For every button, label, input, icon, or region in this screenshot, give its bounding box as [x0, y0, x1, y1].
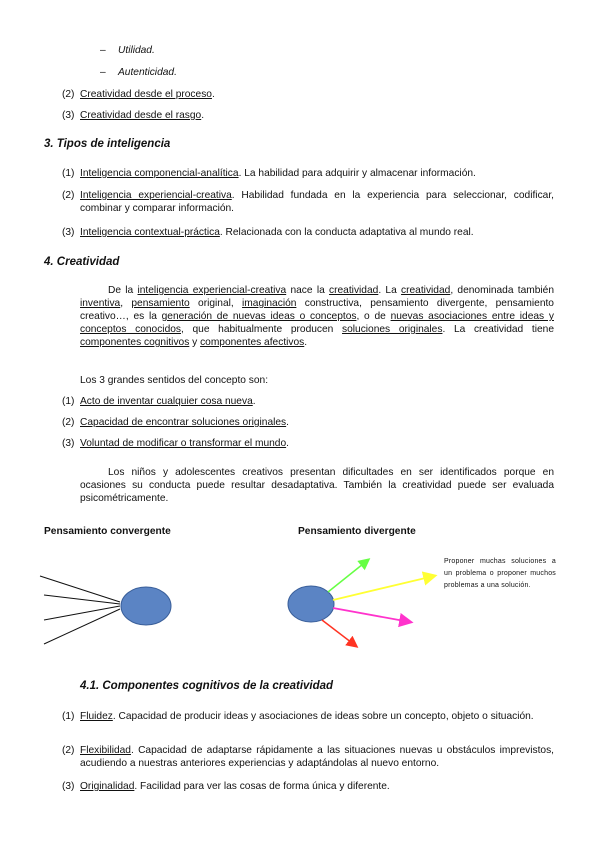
link-creatividad-proceso[interactable]: Creatividad desde el proceso	[80, 89, 212, 100]
paragraph-sentidos: Los 3 grandes sentidos del concepto son:	[80, 375, 269, 386]
list-item-experiencial: Inteligencia experiencial-creativa. Habilidad fundada en la experiencia para seleccionar, codificar, combinar y comparar información.	[80, 190, 554, 214]
convergent-line	[44, 595, 120, 604]
convergent-line	[44, 606, 120, 620]
link-componentes-afectivos[interactable]: componentes afectivos	[200, 337, 305, 348]
link-acto-inventar[interactable]: Acto de inventar cualquier cosa nueva	[80, 396, 253, 407]
list-item-fluidez: Fluidez. Capacidad de producir ideas y asociaciones de ideas sobre un concepto, objeto o situación.	[80, 711, 534, 722]
link-inventiva[interactable]: inventiva	[80, 298, 121, 309]
section-4-heading: 4. Creatividad	[44, 256, 120, 268]
link-inteligencia-experiencial[interactable]: inteligencia experiencial-creativa	[137, 285, 287, 296]
link-pensamiento[interactable]: pensamiento	[131, 298, 190, 309]
list-item-autenticidad: Autenticidad.	[118, 67, 177, 78]
list-item-flexibilidad: Flexibilidad. Capacidad de adaptarse rápidamente a las situaciones nuevas u obstáculos imprevistos, acudiendo a nuestras anteriores experiencias y adaptándolas al nuevo entorno.	[80, 745, 554, 769]
link-componencial[interactable]: Inteligencia componencial-analítica	[80, 168, 239, 179]
divergent-circle	[288, 586, 334, 622]
convergent-line	[44, 609, 120, 644]
paragraph-ninos: Los niños y adolescentes creativos presentan dificultades en ser identificados porque en ocasiones su conducta puede resultar desadaptativa. También la creatividad puede ser evaluada psicométricamente.	[80, 467, 554, 504]
list-number: (1)	[62, 711, 75, 722]
list-number: (2)	[62, 417, 75, 428]
dash-bullet: –	[100, 67, 106, 78]
list-item-capacidad: Capacidad de encontrar soluciones originales.	[80, 417, 289, 428]
link-nuevas-asociaciones[interactable]: nuevas asociaciones entre ideas y conceptos conocidos	[80, 311, 554, 335]
list-number: (2)	[62, 89, 75, 100]
section-3-heading: 3. Tipos de inteligencia	[44, 138, 171, 150]
link-experiencial[interactable]: Inteligencia experiencial-creativa	[80, 190, 232, 201]
divergent-arrow-yellow	[333, 576, 434, 600]
divergent-arrow-green	[328, 560, 368, 592]
convergent-circle	[121, 587, 171, 625]
link-creatividad[interactable]: creatividad	[329, 285, 379, 296]
convergent-title: Pensamiento convergente	[44, 526, 171, 537]
list-number: (3)	[62, 438, 75, 449]
dash-bullet: –	[100, 45, 106, 56]
list-item-acto: Acto de inventar cualquier cosa nueva.	[80, 396, 256, 407]
divergent-title: Pensamiento divergente	[298, 526, 416, 537]
link-originalidad[interactable]: Originalidad	[80, 781, 135, 792]
link-generacion-ideas[interactable]: generación de nuevas ideas o conceptos	[161, 311, 357, 322]
section-41-heading: 4.1. Componentes cognitivos de la creatividad	[80, 680, 334, 692]
link-creatividad-2[interactable]: creatividad	[401, 285, 451, 296]
paragraph-creatividad: De la inteligencia experiencial-creativa nace la creatividad. La creatividad, denominada también inventiva, pensamiento original, imaginación constructiva, pensamiento divergente, pensamiento creativo…, es la generación de nuevas ideas o conceptos, o de nuevas asociaciones entre ideas y conceptos conocidos, que habitualmente producen soluciones originales. La creatividad tiene componentes cognitivos y componentes afectivos.	[80, 285, 555, 348]
divergent-arrow-magenta	[333, 608, 410, 622]
list-number: (1)	[62, 168, 75, 179]
link-capacidad-soluciones[interactable]: Capacidad de encontrar soluciones originales	[80, 417, 287, 428]
list-item-voluntad: Voluntad de modificar o transformar el mundo.	[80, 438, 289, 449]
link-flexibilidad[interactable]: Flexibilidad	[80, 745, 131, 756]
link-imaginacion[interactable]: imaginación	[242, 298, 297, 309]
list-number: (3)	[62, 110, 75, 121]
list-item-utilidad: Utilidad.	[118, 45, 155, 56]
link-soluciones-originales[interactable]: soluciones originales	[342, 324, 443, 335]
divergent-arrow-red	[322, 620, 356, 646]
divergent-note: Proponer muchas soluciones a un problema o proponer muchos problemas a una solución.	[444, 558, 556, 589]
list-number: (3)	[62, 781, 75, 792]
link-componentes-cognitivos[interactable]: componentes cognitivos	[80, 337, 190, 348]
list-number: (2)	[62, 745, 75, 756]
list-item-originalidad: Originalidad. Facilidad para ver las cosas de forma única y diferente.	[80, 781, 390, 792]
convergent-line	[40, 576, 120, 602]
list-number: (2)	[62, 190, 75, 201]
link-voluntad-modificar[interactable]: Voluntad de modificar o transformar el mundo	[80, 438, 287, 449]
list-item-contextual: Inteligencia contextual-práctica. Relacionada con la conducta adaptativa al mundo real.	[80, 227, 474, 238]
list-item-componencial: Inteligencia componencial-analítica. La habilidad para adquirir y almacenar información.	[80, 168, 476, 179]
link-creatividad-rasgo[interactable]: Creatividad desde el rasgo	[80, 110, 202, 121]
list-number: (3)	[62, 227, 75, 238]
list-item-rasgo: Creatividad desde el rasgo.	[80, 110, 205, 121]
link-contextual[interactable]: Inteligencia contextual-práctica	[80, 227, 220, 238]
link-fluidez[interactable]: Fluidez	[80, 711, 113, 722]
list-item-proceso: Creatividad desde el proceso.	[80, 89, 215, 100]
list-number: (1)	[62, 396, 75, 407]
